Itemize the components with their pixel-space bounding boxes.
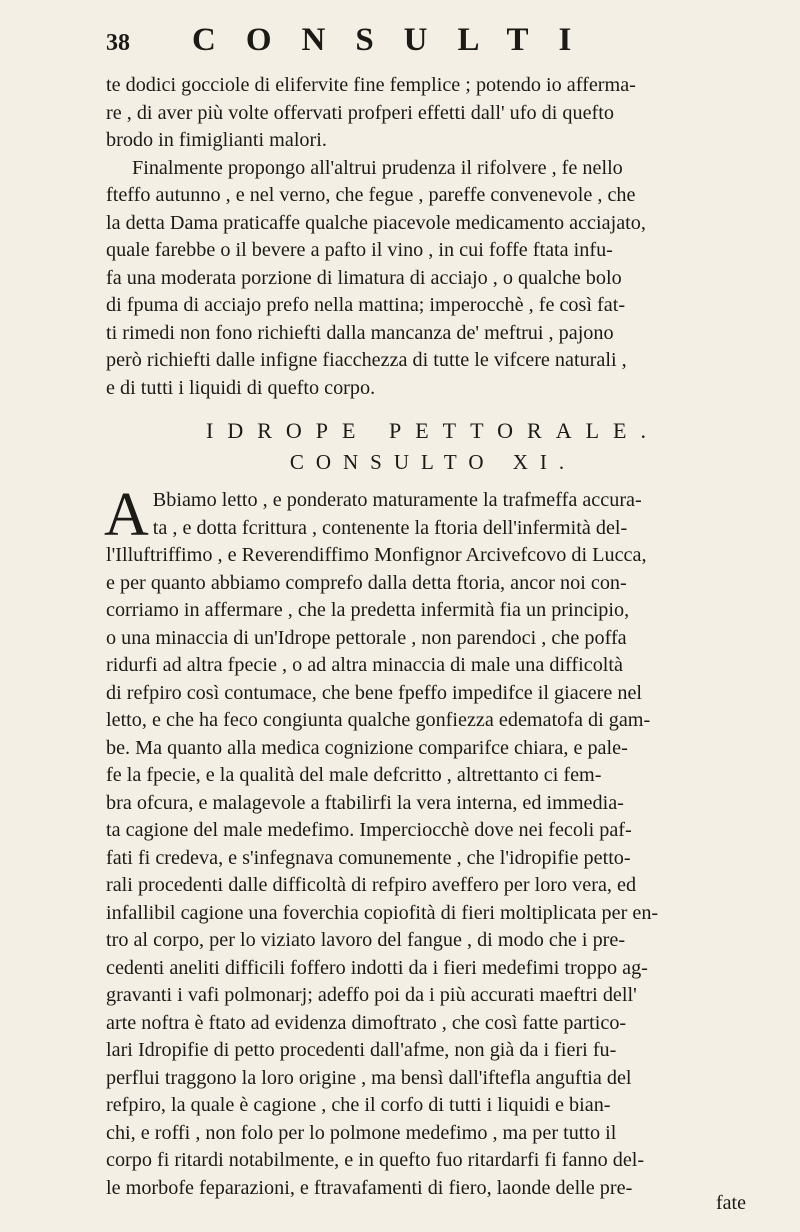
text-line: però richiefti dalle infigne fiacchezza di tutte le vifcere naturali , [106, 349, 627, 371]
text-line: Finalmente propongo all'altrui prudenza il rifolvere , fe nello [132, 156, 623, 179]
text-line: refpiro, la quale è cagione , che il corfo di tutti i liquidi e bian- [106, 1094, 611, 1116]
text-line: gravanti i vafi polmonarj; adeffo poi da i più accurati maeftri dell' [106, 984, 637, 1006]
text-line: di fpuma di acciajo prefo nella mattina; imperocchè , fe così fat- [106, 294, 626, 316]
text-line: corpo fi ritardi notabilmente, e in quefto fuo ritardarfi fi fanno del- [106, 1149, 645, 1171]
text-line: be. Ma quanto alla medica cognizione comparifce chiara, e pale- [106, 736, 628, 759]
text-line: tro al corpo, per lo viziato lavoro del fangue , di modo che i pre- [106, 929, 626, 951]
text-line: re , di aver più volte offervati profperi effetti dall' ufo di quefto [106, 101, 614, 124]
text-line: fa una moderata porzione di limatura di acciajo , o qualche bolo [106, 266, 622, 289]
text-line: e per quanto abbiamo comprefo dalla detta ftoria, ancor noi con- [106, 571, 627, 594]
text-line: infallibil cagione una foverchia copiofità di fieri moltiplicata per en- [106, 901, 659, 924]
paragraph-consulto [104, 481, 760, 1202]
page-number: 38 [106, 30, 130, 56]
text-line: ta cagione del male medefimo. Imperciocchè dove nei fecoli paf- [106, 819, 632, 841]
text-line: corriamo in affermare , che la predetta infermità fia un principio, [106, 599, 630, 621]
text-line: rali procedenti dalle difficoltà di refpiro aveffero per loro vera, ed [106, 874, 637, 896]
text-line: l'Illuftriffimo , e Reverendiffimo Monfignor Arcivefcovo di Lucca, [106, 544, 647, 566]
text-line: Bbiamo letto , e ponderato maturamente la trafmeffa accura- [152, 489, 642, 511]
paragraph-continuation [106, 72, 760, 155]
text-line: o una minaccia di un'Idrope pettorale , non parendoci , che poffa [106, 626, 627, 649]
paragraph-body [106, 542, 760, 1202]
paragraph-finalmente [106, 155, 760, 403]
text-line: te dodici gocciole di elifervite fine femplice ; potendo io afferma- [106, 74, 636, 96]
text-line: brodo in fimiglianti malori. [106, 129, 327, 151]
consulto-title: CONSULTO XI. [289, 450, 577, 474]
text-line: lari Idropifie di petto procedenti dall'afme, non già da i fieri fu- [106, 1039, 617, 1061]
text-line: ta , e dotta fcrittura , contenente la ftoria dell'infermità del- [152, 516, 628, 539]
text-line: di refpiro così contumace, che bene fpeffo impedifce il giacere nel [106, 681, 643, 704]
text-line: fteffo autunno , e nel verno, che fegue , pareffe convenevole , che [106, 184, 636, 206]
text-line: ti rimedi non fono richiefti dalla mancanza de' meftrui , pajono [106, 321, 614, 344]
text-line: le morbofe feparazioni, e ftravafamenti di fiero, laonde delle pre- [106, 1176, 633, 1199]
running-head: CONSULTI [192, 22, 602, 58]
text-line: fati fi credeva, e s'infegnava comunemente , che l'idropifie petto- [106, 846, 631, 869]
text-line: perflui traggono la loro origine , ma bensì dall'iftefla anguftia del [106, 1066, 632, 1089]
section-title: IDROPE PETTORALE. [206, 418, 660, 443]
text-line: quale farebbe o il bevere a pafto il vino , in cui foffe ftata infu- [106, 239, 613, 261]
text-line: la detta Dama praticaffe qualche piacevole medicamento acciajato, [106, 211, 646, 234]
text-line: ridurfi ad altra fpecie , o ad altra minaccia di male una difficoltà [106, 654, 623, 676]
text-line: letto, e che ha feco congiunta qualche gonfiezza edematofa di gam- [106, 709, 651, 731]
paragraph-first-lines [104, 481, 760, 549]
text-line: arte noftra è ftato ad evidenza dimoftrato , che così fatte partico- [106, 1011, 627, 1034]
text-line: e di tutti i liquidi di quefto corpo. [106, 376, 376, 399]
catchword: fate [716, 1192, 746, 1214]
drop-cap: A [104, 481, 149, 549]
text-line: cedenti aneliti difficili foffero indotti da i fieri medefimi troppo ag- [106, 956, 648, 979]
text-line: bra ofcura, e malagevole a ftabilirfi la vera interna, ed immedia- [106, 791, 624, 814]
text-line: chi, e roffi , non folo per lo polmone medefimo , ma per tutto il [106, 1121, 617, 1144]
text-line: fe la fpecie, e la qualità del male defcritto , altrettanto ci fem- [106, 764, 602, 786]
page-header [106, 22, 760, 72]
